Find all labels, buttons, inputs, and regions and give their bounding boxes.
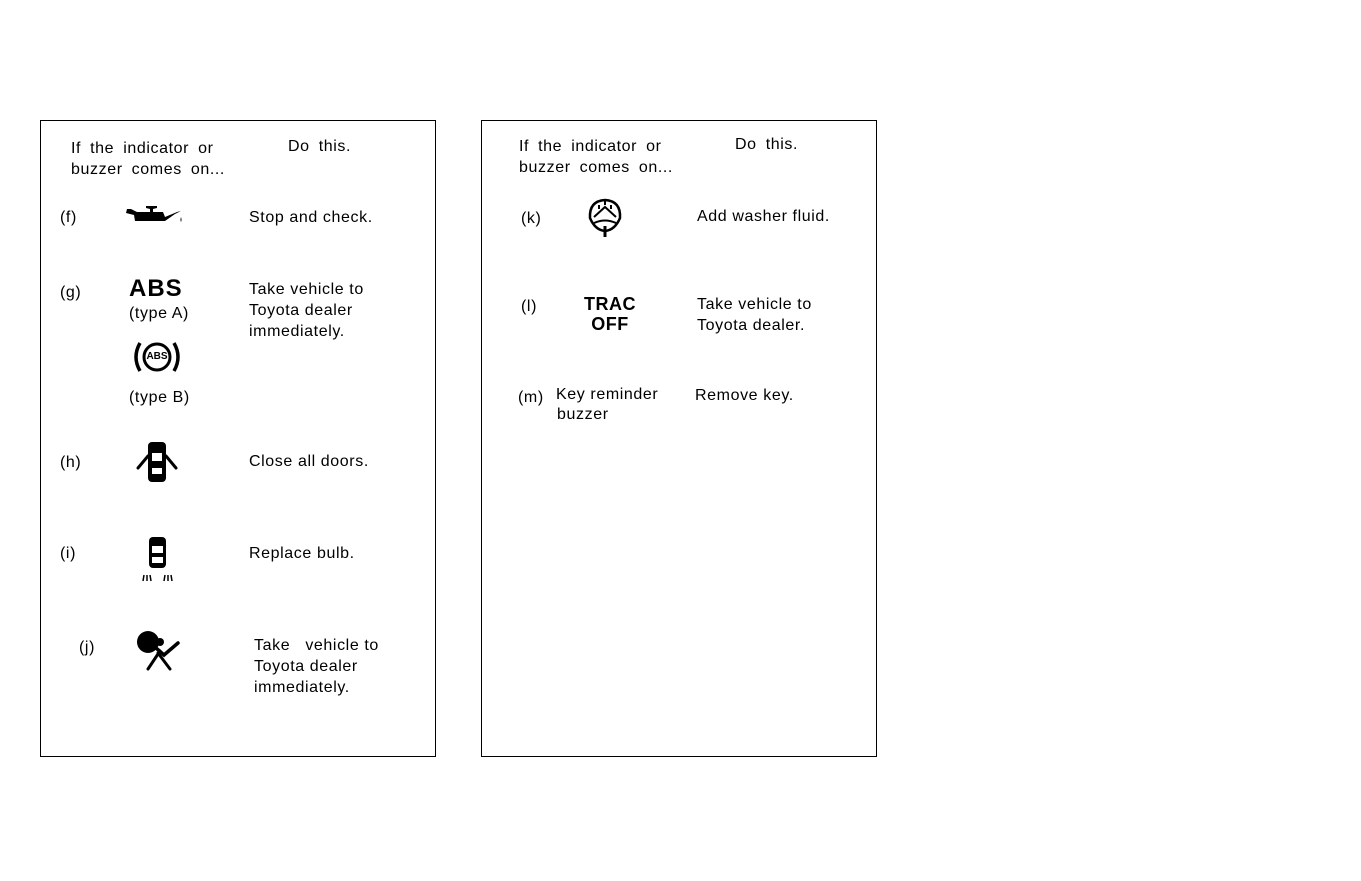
row-action-l: Take vehicle to Toyota dealer. [697,296,812,334]
trac-off-icon: TRAC OFF [584,294,636,334]
row-action-i: Replace bulb. [249,545,355,562]
row-label-f: (f) [60,209,77,226]
left-panel [40,120,436,757]
airbag-icon [134,629,184,674]
light-failure-icon [137,534,181,582]
row-action-g: Take vehicle to Toyota dealer immediately. [249,281,364,340]
type-b-label: (type B) [129,389,190,406]
abs-icon: ABS [129,275,183,302]
row-label-j: (j) [79,639,96,656]
row-label-m: (m) [518,389,544,406]
right-header-action: Do this. [735,136,799,153]
row-action-j: Take vehicle to Toyota dealer immediately. [254,637,379,696]
door-open-icon [135,440,179,485]
row-label-k: (k) [521,210,542,227]
right-header-condition: If the indicator or buzzer comes on... [519,138,673,176]
row-label-i: (i) [60,545,77,562]
row-label-g: (g) [60,284,82,301]
left-header-condition: If the indicator or buzzer comes on... [71,140,225,178]
left-header-action: Do this. [288,138,352,155]
row-label-h: (h) [60,454,82,471]
oil-can-icon [125,203,185,227]
row-action-f: Stop and check. [249,209,373,226]
right-panel [481,120,877,757]
row-label-l: (l) [521,298,538,315]
abs-circle-icon: ABS [127,339,187,375]
row-condition-m: Key reminder buzzer [556,386,659,423]
row-action-m: Remove key. [695,387,794,404]
row-action-h: Close all doors. [249,453,369,470]
row-action-k: Add washer fluid. [697,208,830,225]
washer-fluid-icon [585,196,625,240]
type-a-label: (type A) [129,305,189,322]
